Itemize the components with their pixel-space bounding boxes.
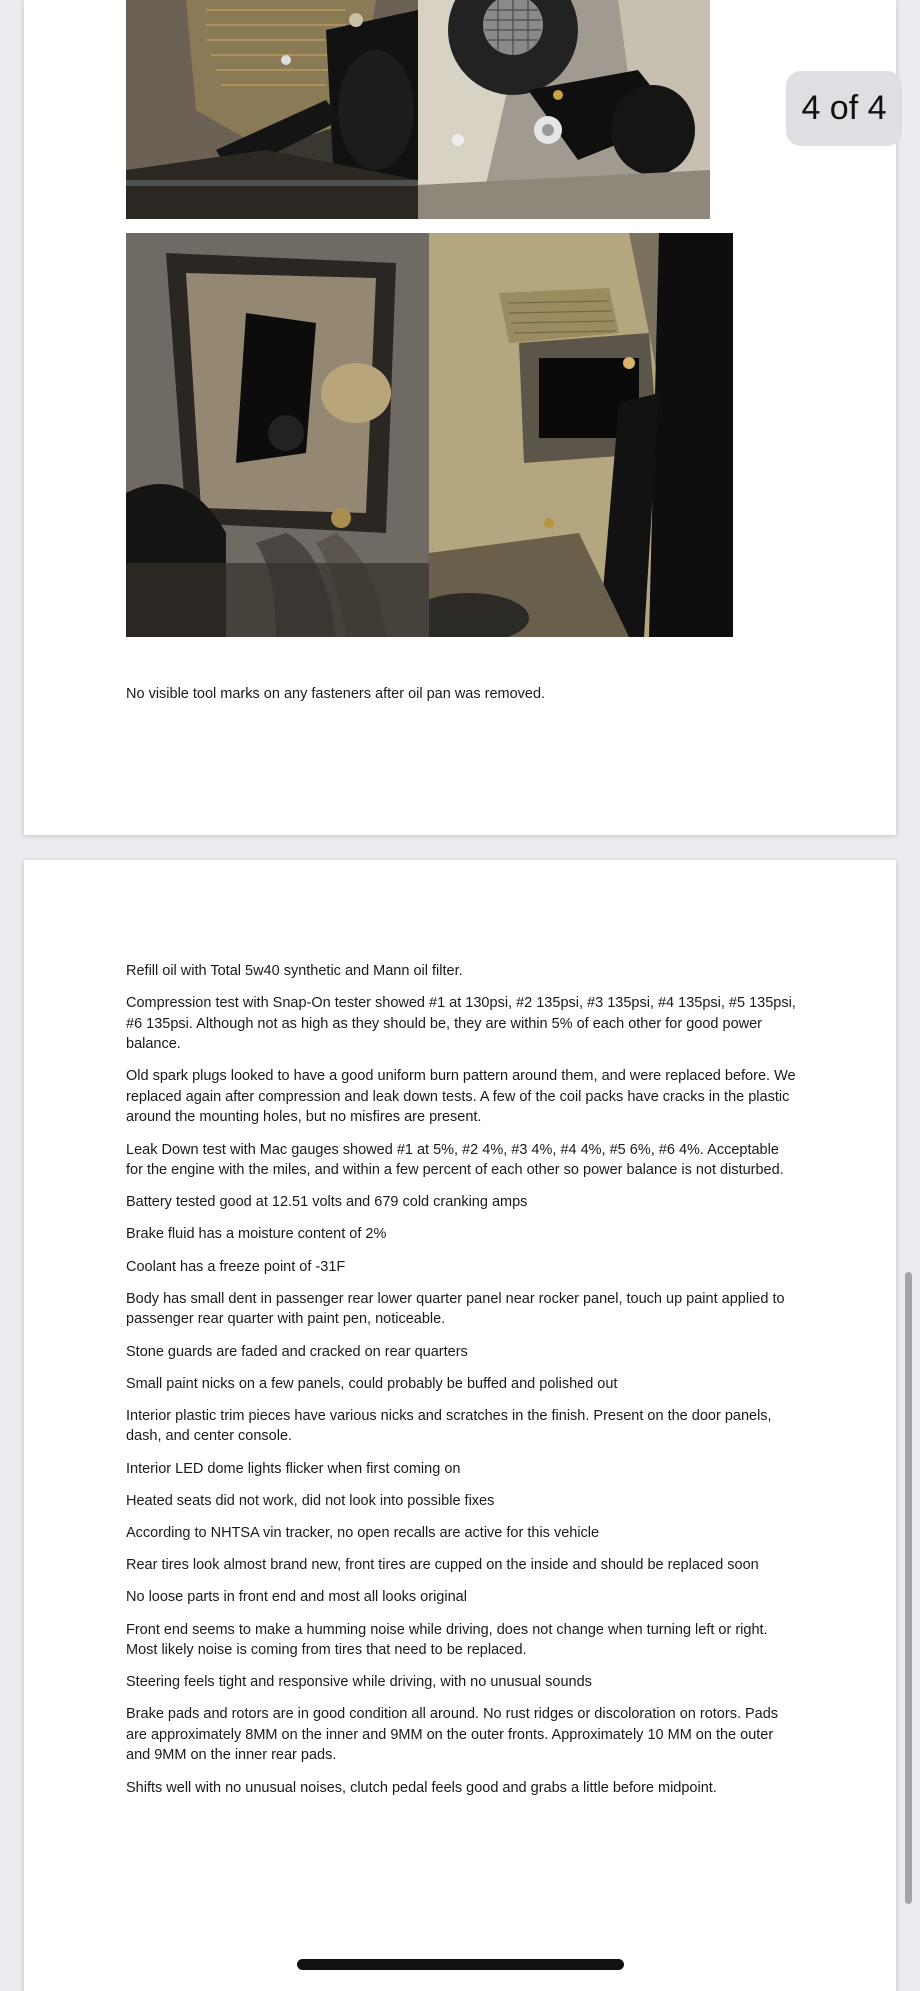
- note-heated-seats: Heated seats did not work, did not look into possible fixes: [126, 1492, 495, 1509]
- document-page-bottom[interactable]: [24, 860, 896, 1991]
- oil-filter-housing-photo[interactable]: [418, 0, 710, 219]
- photo-caption: No visible tool marks on any fasteners after oil pan was removed.: [126, 686, 546, 702]
- note-brakes: Brake pads and rotors are in good condition all around. No rust ridges or discoloration on rotors. Pads are approximately 8MM on the inner and 9MM on the outer fronts. Approximately 10 MM on the outer and 9MM on the inner rear pads.: [126, 1706, 779, 1764]
- note-stone-guards: Stone guards are faded and cracked on rear quarters: [126, 1343, 468, 1360]
- note-battery: Battery tested good at 12.51 volts and 679 cold cranking amps: [126, 1194, 528, 1211]
- note-recalls: According to NHTSA vin tracker, no open recalls are active for this vehicle: [126, 1524, 600, 1541]
- document-page-top[interactable]: [24, 0, 896, 835]
- oil-pickup-photo[interactable]: [429, 233, 733, 637]
- note-dome-lights: Interior LED dome lights flicker when first coming on: [126, 1460, 461, 1477]
- note-compression-test: Compression test with Snap-On tester showed #1 at 130psi, #2 135psi, #3 135psi, #4 135psi, #5 135psi, #6 135psi. Although not as high as they should be, they are within 5% of each other for good power balance.: [126, 995, 796, 1053]
- home-indicator[interactable]: [297, 1959, 624, 1970]
- note-front-end: No loose parts in front end and most all looks original: [126, 1589, 467, 1606]
- note-interior-trim: Interior plastic trim pieces have various nicks and scratches in the finish. Present on the door panels, dash, and center console.: [126, 1407, 772, 1445]
- note-humming-noise: Front end seems to make a humming noise while driving, does not change when turning left or right. Most likely noise is coming from tires that need to be replaced.: [126, 1621, 768, 1658]
- note-paint-nicks: Small paint nicks on a few panels, could probably be buffed and polished out: [126, 1375, 618, 1392]
- note-body-dent: Body has small dent in passenger rear lower quarter panel near rocker panel, touch up paint applied to passenger rear quarter with paint pen, noticeable.: [126, 1290, 785, 1328]
- note-spark-plugs: Old spark plugs looked to have a good uniform burn pattern around them, and were replaced before. We replaced again after compression and leak down tests. A few of the coil packs have cracks in the plastic around the mounting holes, but no misfires are present.: [126, 1068, 796, 1126]
- note-oil-refill: Refill oil with Total 5w40 synthetic and Mann oil filter.: [126, 963, 463, 979]
- note-tires: Rear tires look almost brand new, front tires are cupped on the inside and should be replaced soon: [126, 1557, 759, 1574]
- note-steering: Steering feels tight and responsive while driving, with no unusual sounds: [126, 1674, 592, 1691]
- note-brake-fluid: Brake fluid has a moisture content of 2%: [126, 1226, 387, 1243]
- note-transmission: Shifts well with no unusual noises, clutch pedal feels good and grabs a little before midpoint.: [126, 1779, 717, 1796]
- engine-bay-photo[interactable]: [126, 0, 418, 219]
- note-leak-down-test: Leak Down test with Mac gauges showed #1 at 5%, #2 4%, #3 4%, #4 4%, #5 6%, #6 4%. Acceptable for the engine with the miles, and within a few percent of each other so power balance is not disturbed.: [126, 1141, 784, 1179]
- note-coolant: Coolant has a freeze point of -31F: [126, 1258, 346, 1275]
- page-indicator: 4 of 4: [786, 71, 902, 146]
- oil-pan-removed-photo[interactable]: [126, 233, 429, 637]
- inspection-notes: [126, 961, 798, 1810]
- vertical-scrollbar[interactable]: [905, 1272, 912, 1904]
